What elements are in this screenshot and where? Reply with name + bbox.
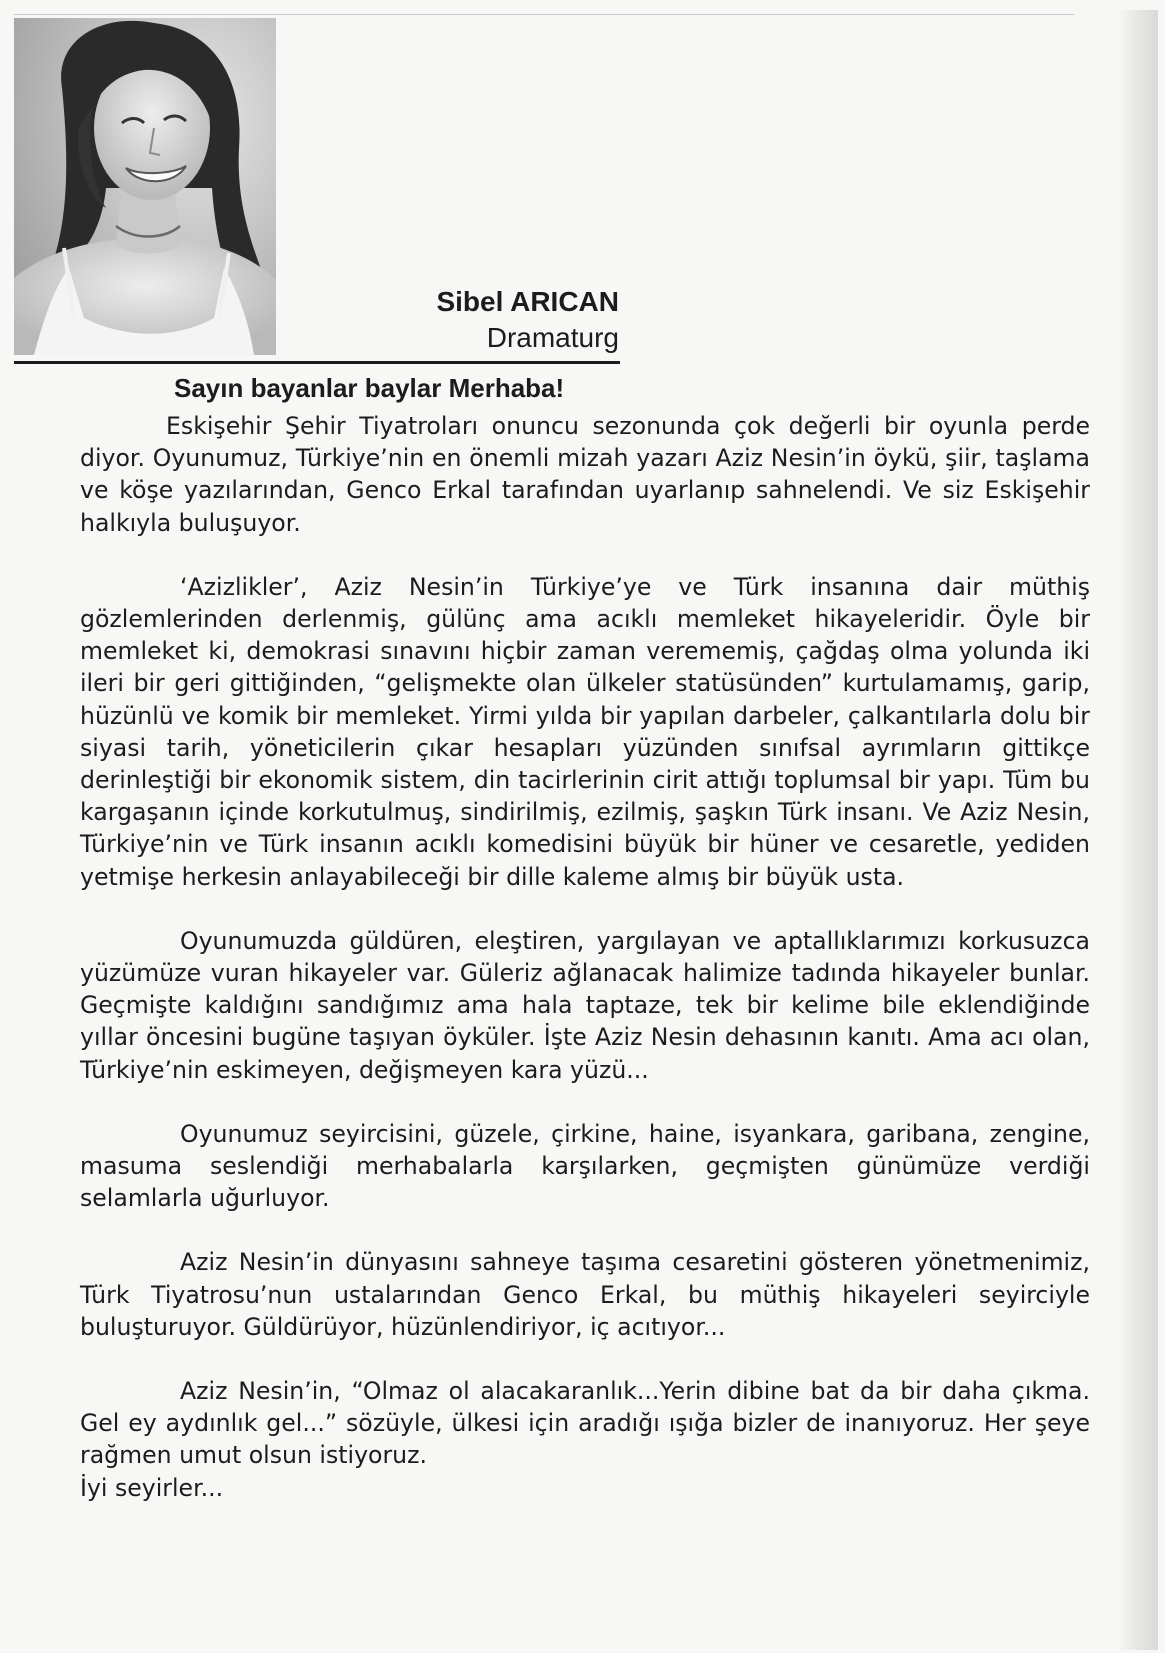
paragraph-4: Oyunumuz seyircisini, güzele, çirkine, haine, isyankara, garibana, zengine, masuma seslendiği merhabalarla karşılarken, geçmişten günümüze verdiği selamlarla uğurluyor. [80, 1119, 1090, 1213]
header-divider [14, 361, 620, 364]
portrait-photo [14, 18, 276, 355]
paragraph-3: Oyunumuzda güldüren, eleştiren, yargılayan ve aptallıklarımızı korkusuzca yüzümüze vuran hikayeler var. Güleriz ağlanacak halimize tadında hikayeler bunlar. Geçmişte kaldığını sandığımız ama hala taptaze, tek bir kelime bile eklendiğinde yıllar öncesini bugüne taşıyan öyküler. İşte Aziz Nesin dehasının kanıtı. Ama acı olan, Türkiye’nin eskimeyen, değişmeyen kara yüzü... [80, 926, 1090, 1084]
paragraph-2: ‘Azizlikler’, Aziz Nesin’in Türkiye’ye ve Türk insanına dair müthiş gözlemlerinden derlenmiş, gülünç ama acıklı memleket hikayeleridir. Öyle bir memleket ki, demokrasi sınavını hiçbir zaman verememiş, çağdaş olma yolunda iki ileri bir geri gittiğinden, “gelişmekte olan ülkeler statüsünden” kurtulamamış, garip, hüzünlü ve komik bir memleket. Yirmi yılda bir yapılan darbeler, çalkantılarla dolu bir siyasi tarih, yöneticilerin çıkar hesapları yüzünden sınıfsal ayrımların gittikçe derinleştiği bir ekonomik sistem, din tacirlerinin cirit attığı toplumsal bir yapı. Tüm bu kargaşanın içinde korkutulmuş, sindirilmiş, ezilmiş, şaşkın Türk insanı. Ve Aziz Nesin, Türkiye’nin ve Türk insanın acıklı komedisini büyük bir hüner ve cesaretle, yediden yetmişe herkesin anlayabileceği bir dille kaleme almış bir büyük usta. [80, 572, 1090, 891]
greeting-heading: Sayın bayanlar baylar Merhaba! [174, 373, 565, 403]
letter-body [80, 410, 1090, 1504]
portrait-illustration [14, 18, 276, 355]
paragraph-6-text: Aziz Nesin’in, “Olmaz ol alacakaranlık...Yerin dibine bat da bir daha çıkma. Gel ey aydınlık gel...” sözüyle, ülkesi için aradığı ışığa bizler de inanıyoruz. Her şeye rağmen umut olsun istiyoruz. [80, 1377, 1090, 1470]
paragraph-1: Eskişehir Şehir Tiyatroları onuncu sezonunda çok değerli bir oyunla perde diyor. Oyunumuz, Türkiye’nin en önemli mizah yazarı Aziz Nesin’in öykü, şiir, taşlama ve köşe yazılarından, Genco Erkal tarafından uyarlanıp sahnelendi. Ve siz Eskişehir halkıyla buluşuyor. [80, 412, 1090, 537]
closing-line: İyi seyirler... [80, 1473, 224, 1502]
paragraph-5: Aziz Nesin’in dünyasını sahneye taşıma cesaretini gösteren yönetmenimiz, Türk Tiyatrosu’nun ustalarından Genco Erkal, bu müthiş hikayeleri seyirciyle buluşturuyor. Güldürüyor, hüzünlendiriyor, iç acıtıyor... [80, 1248, 1090, 1341]
author-role: Dramaturg [486, 322, 619, 353]
page-edge-shadow [1118, 10, 1158, 1650]
author-name: Sibel ARICAN [436, 286, 619, 317]
paragraph-6 [80, 1375, 1090, 1504]
top-border-line [14, 14, 1074, 15]
